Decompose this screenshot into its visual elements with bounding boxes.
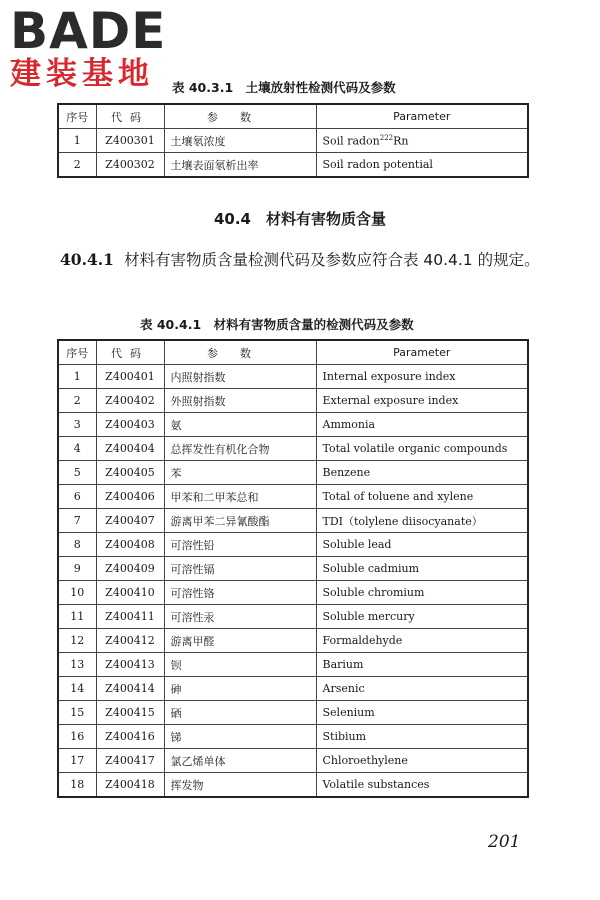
- row-param-en: Volatile substances: [316, 773, 528, 798]
- row-number: 3: [58, 413, 96, 437]
- row-param-zh: 可溶性铅: [164, 533, 316, 557]
- row-number: 6: [58, 485, 96, 509]
- row-param-zh: 总挥发性有机化合物: [164, 437, 316, 461]
- row-number: 4: [58, 437, 96, 461]
- row-param-en: Benzene: [316, 461, 528, 485]
- section-title: 40.4 材料有害物质含量: [213, 210, 386, 228]
- row-param-zh: 游离甲醛: [164, 629, 316, 653]
- row-param-zh: 可溶性铬: [164, 581, 316, 605]
- param-en-text: Soil radon potential: [322, 158, 433, 171]
- table-row: [58, 653, 528, 677]
- logo-wordmark: BADE: [10, 2, 167, 60]
- header-no: 序号: [58, 104, 96, 129]
- row-param-zh: 可溶性镉: [164, 557, 316, 581]
- row-number: 16: [58, 725, 96, 749]
- row-code: Z400414: [96, 677, 164, 701]
- row-param-en: Total of toluene and xylene: [316, 485, 528, 509]
- row-code: Z400405: [96, 461, 164, 485]
- row-param-en: Total volatile organic compounds: [316, 437, 528, 461]
- table-row: [58, 773, 528, 798]
- row-param-zh: 锑: [164, 725, 316, 749]
- row-number: 5: [58, 461, 96, 485]
- table-row: [58, 629, 528, 653]
- row-param-zh: 钡: [164, 653, 316, 677]
- row-param-zh: 氯乙烯单体: [164, 749, 316, 773]
- param-en-suffix: Rn: [393, 134, 409, 148]
- table-row: [58, 365, 528, 389]
- table-row: [58, 153, 528, 178]
- row-code: Z400410: [96, 581, 164, 605]
- row-number: 13: [58, 653, 96, 677]
- table-row: [58, 437, 528, 461]
- table2-header-row: [58, 340, 528, 365]
- row-param-zh: 硒: [164, 701, 316, 725]
- row-param-en: Ammonia: [316, 413, 528, 437]
- row-code: Z400409: [96, 557, 164, 581]
- row-number: 12: [58, 629, 96, 653]
- table-row: [58, 605, 528, 629]
- row-param-zh: 土壤氡浓度: [164, 129, 316, 153]
- table-row: [58, 581, 528, 605]
- row-number: 2: [58, 389, 96, 413]
- row-param-zh: 苯: [164, 461, 316, 485]
- header-param-zh: 参数: [164, 104, 316, 129]
- row-param-zh: 砷: [164, 677, 316, 701]
- header-param-zh: 参数: [164, 340, 316, 365]
- row-number: 18: [58, 773, 96, 798]
- row-param-zh: 氨: [164, 413, 316, 437]
- row-code: Z400415: [96, 701, 164, 725]
- table-row: [58, 509, 528, 533]
- row-param-en: [316, 153, 528, 178]
- table1: [57, 103, 529, 178]
- row-param-zh: 内照射指数: [164, 365, 316, 389]
- table-row: [58, 557, 528, 581]
- row-number: 1: [58, 129, 96, 153]
- table-row: [58, 485, 528, 509]
- row-number: 17: [58, 749, 96, 773]
- row-number: 9: [58, 557, 96, 581]
- logo-subtitle: 建装基地: [10, 56, 154, 92]
- row-param-en: TDI（tolylene diisocyanate）: [316, 509, 528, 533]
- row-param-zh: 甲苯和二甲苯总和: [164, 485, 316, 509]
- row-param-en: Soluble lead: [316, 533, 528, 557]
- header-no: 序号: [58, 340, 96, 365]
- table1-caption: 表 40.3.1 土壤放射性检测代码及参数: [172, 80, 396, 95]
- table-row: [58, 533, 528, 557]
- table-row: [58, 677, 528, 701]
- row-param-zh: 外照射指数: [164, 389, 316, 413]
- row-code: Z400401: [96, 365, 164, 389]
- row-code: Z400416: [96, 725, 164, 749]
- row-param-en: External exposure index: [316, 389, 528, 413]
- row-code: Z400412: [96, 629, 164, 653]
- table-row: [58, 725, 528, 749]
- logo: [10, 2, 175, 92]
- row-number: 14: [58, 677, 96, 701]
- row-number: 8: [58, 533, 96, 557]
- clause-text: 材料有害物质含量检测代码及参数应符合表 40.4.1 的规定。: [123, 251, 540, 269]
- row-param-en: Soluble mercury: [316, 605, 528, 629]
- row-code: Z400301: [96, 129, 164, 153]
- header-param-en: Parameter: [316, 340, 528, 365]
- table1-body: [58, 129, 528, 178]
- table-row: [58, 129, 528, 153]
- row-param-en: Soluble chromium: [316, 581, 528, 605]
- clause-number: 40.4.1: [60, 250, 114, 269]
- row-param-zh: 可溶性汞: [164, 605, 316, 629]
- row-code: Z400418: [96, 773, 164, 798]
- row-number: 1: [58, 365, 96, 389]
- row-param-en: Soluble cadmium: [316, 557, 528, 581]
- param-en-text: Soil radon: [322, 134, 380, 148]
- row-param-en: Stibium: [316, 725, 528, 749]
- row-code: Z400417: [96, 749, 164, 773]
- table-row: [58, 701, 528, 725]
- row-number: 15: [58, 701, 96, 725]
- row-param-en: Internal exposure index: [316, 365, 528, 389]
- table2: [57, 339, 529, 798]
- row-number: 7: [58, 509, 96, 533]
- row-param-zh: 土壤表面氡析出率: [164, 153, 316, 178]
- header-param-en: Parameter: [316, 104, 528, 129]
- table-row: [58, 389, 528, 413]
- row-param-zh: 游离甲苯二异氰酸酯: [164, 509, 316, 533]
- header-code: 代码: [96, 340, 164, 365]
- row-code: Z400411: [96, 605, 164, 629]
- row-code: Z400402: [96, 389, 164, 413]
- row-code: Z400302: [96, 153, 164, 178]
- row-param-en: [316, 129, 528, 153]
- header-code: 代码: [96, 104, 164, 129]
- row-number: 2: [58, 153, 96, 178]
- row-code: Z400406: [96, 485, 164, 509]
- row-code: Z400407: [96, 509, 164, 533]
- page-number: 201: [488, 832, 521, 852]
- row-number: 11: [58, 605, 96, 629]
- clause-paragraph: [60, 246, 540, 274]
- row-param-zh: 挥发物: [164, 773, 316, 798]
- table2-caption: 表 40.4.1 材料有害物质含量的检测代码及参数: [140, 317, 414, 332]
- row-param-en: Formaldehyde: [316, 629, 528, 653]
- row-code: Z400408: [96, 533, 164, 557]
- row-param-en: Barium: [316, 653, 528, 677]
- row-param-en: Chloroethylene: [316, 749, 528, 773]
- row-param-en: Selenium: [316, 701, 528, 725]
- row-code: Z400403: [96, 413, 164, 437]
- row-number: 10: [58, 581, 96, 605]
- row-code: Z400404: [96, 437, 164, 461]
- table-row: [58, 749, 528, 773]
- row-code: Z400413: [96, 653, 164, 677]
- table2-body: [58, 365, 528, 798]
- param-en-superscript: 222: [379, 133, 394, 142]
- row-param-en: Arsenic: [316, 677, 528, 701]
- table1-header-row: [58, 104, 528, 129]
- table-row: [58, 413, 528, 437]
- table-row: [58, 461, 528, 485]
